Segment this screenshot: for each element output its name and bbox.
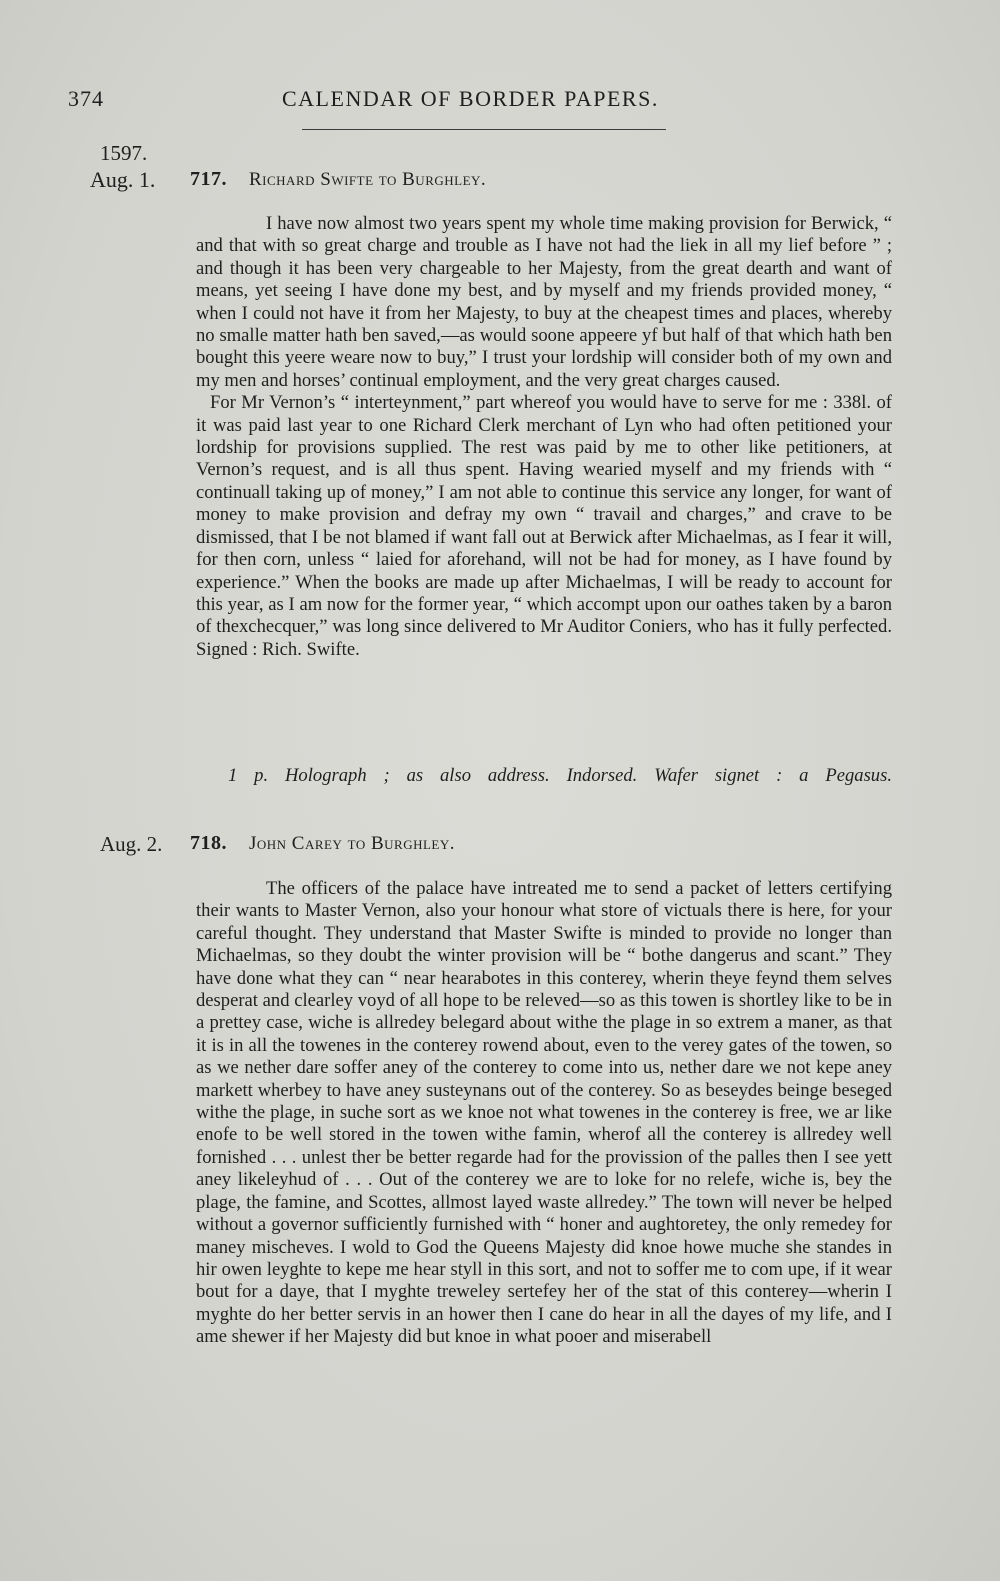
entry-body bbox=[196, 878, 892, 1349]
entry-title: Richard Swifte to Burghley. bbox=[249, 169, 487, 190]
paragraph: For Mr Vernon’s “ interteynment,” part whereof you would have to serve for me : 338l. of it was paid last year to one Richard Clerk merchant of Lyn who had often petitioned your lordship for provisions supplied. The rest was paid by me to other like petitioners, at Vernon’s request, and is all thus spent. Having wearied myself and my friends with “ continuall taking up of money,” I am not able to continue this service any longer, for want of money to make provision and defray my own “ travail and charges,” and crave to be dismissed, that I be not blamed if want fall out at Berwick after Michaelmas, as I fear it will, for then corn, unless “ laied for aforehand, will not be had for money, as I have found by experience.” When the books are made up after Michaelmas, I will be ready to account for this year, as I am now for the former year, “ which accompt upon our oathes taken by a baron of thexchecquer,” was long since delivered to Mr Auditor Coniers, who has it fully perfected. Signed : Rich. Swifte. bbox=[196, 392, 892, 660]
entry-note: 1 p. Holograph ; as also address. Indorsed. Wafer signet : a Pegasus. bbox=[228, 765, 892, 786]
page-number: 374 bbox=[68, 86, 104, 111]
paragraph: I have now almost two years spent my whole time making provision for Berwick, “ and that with so great charge and trouble as I have not had the liek in all my lief before ” ; and though it has been very chargeable to her Majesty, from the great dearth and want of means, yet seeing I have done my best, and by myself and my friends provided money, “ when I could not have it from her Majesty, to buy at the cheapest times and places, whereby no smalle matter hath ben saved,—as would soone appeere yf but half of that which hath ben bought this yeere weare now to buy,” I trust your lordship will consider both of my own and my men and horses’ continual employment, and the very great charges caused. bbox=[196, 213, 892, 391]
entry-heading bbox=[190, 168, 486, 191]
entry-date: Aug. 2. bbox=[100, 832, 163, 856]
paragraph: The officers of the palace have intreated me to send a packet of letters certifying their wants to Master Vernon, also your honour what store of victuals there is here, for your careful thought. They understand that Master Swifte is minded to provide no longer than Michaelmas, so they doubt the winter provision will be “ bothe dangerus and scant.” They have done what they can “ near hearabotes in this conterey, wherin theye feynd them selves desperat and clearley voyd of all hope to be releved—so as this towen is shortley like to be in a prettey case, wiche is allredey belegard about withe the plage in so extrem a maner, as that it is in all the towenes in the conterey rowend about, even to the verey gates of the towen, so as we nether dare soffer aney of the conterey to come into us, nether dare we not kepe aney markett wherbey to have aney susteynans out of the conterey. So as beseydes beinge beseged withe the plage, in suche sort as we knoe not what towenes in the conterey is free, we ar like enofe to be well stored in the towen withe famin, wherof all the conterey is allredey well fornished . . . unlest ther be better regarde had for the provission of the palles then I see yett aney likeleyhud of . . . Out of the conterey we are to loke for no relefe, wiche is, bey the plage, the famine, and Scottes, allmost layed waste allredey.” The town will never be helped without a governor sufficiently furnished with “ honer and aughtoretey, the only remedey for maney mischeves. I wold to God the Queens Majesty did knoe howe muche she standes in hir owen leyghte to kepe me hear styll in this sort, and not to soffer me to com upe, if it wear bout for a daye, that I myghte treweley sertefey her of the stat of this conterey—wherin I myghte do her better servis in an hower then I cane do hear in all the dayes of my life, and I ame shewer if her Majesty did but knoe in what pooer and miserabell bbox=[196, 878, 892, 1348]
entry-date: Aug. 1. bbox=[90, 167, 156, 192]
entry-number: 717. bbox=[190, 168, 227, 190]
entry-heading bbox=[190, 832, 455, 855]
entry-number: 718. bbox=[190, 832, 227, 854]
entry-year: 1597. bbox=[100, 141, 148, 165]
running-title: CALENDAR OF BORDER PAPERS. bbox=[282, 86, 659, 111]
header-rule bbox=[302, 129, 666, 130]
entry-title: John Carey to Burghley. bbox=[249, 833, 455, 854]
entry-body bbox=[196, 213, 892, 661]
